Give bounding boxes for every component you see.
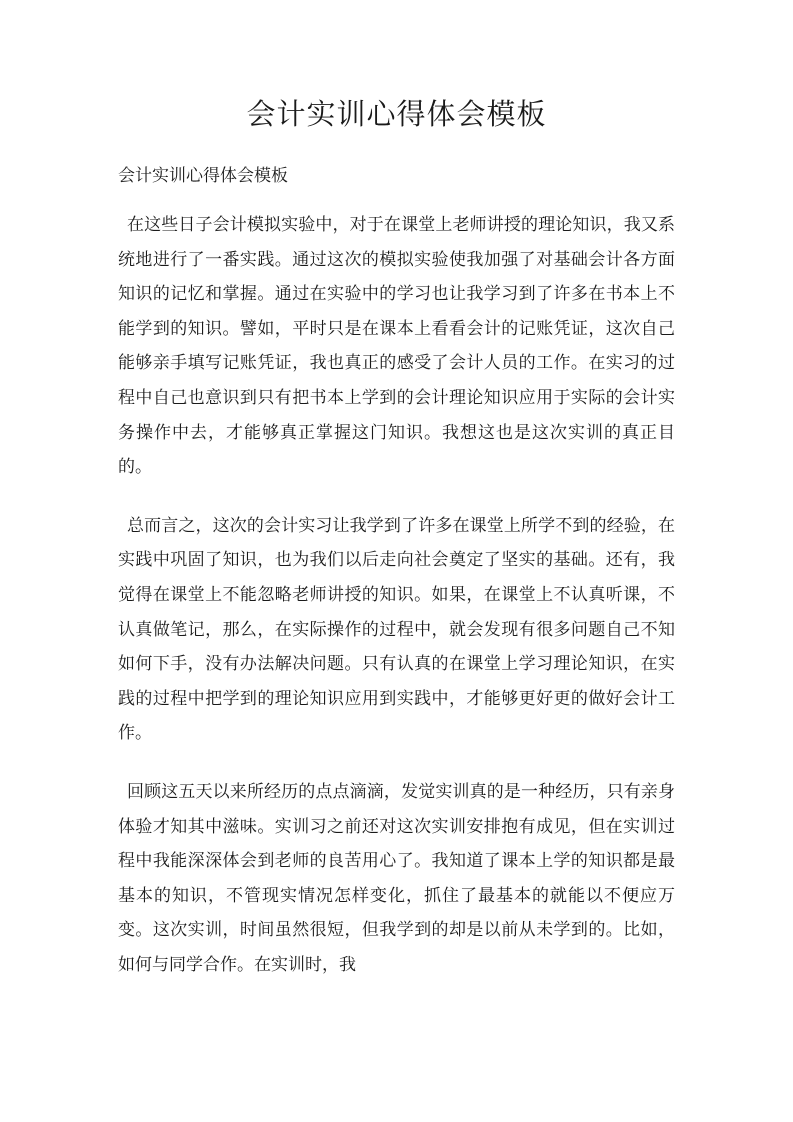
- paragraph-1: 在这些日子会计模拟实验中，对于在课堂上老师讲授的理论知识，我又系统地进行了一番实践。通过这次的模拟实验使我加强了对基础会计各方面知识的记忆和掌握。通过在实验中的学习也让我学习到了许多在书本上不能学到的知识。譬如，平时只是在课本上看看会计的记账凭证，这次自己能够亲手填写记账凭证，我也真正的感受了会计人员的工作。在实习的过程中自己也意识到只有把书本上学到的会计理论知识应用于实际的会计实务操作中去，才能够真正掌握这门知识。我想这也是这次实训的真正目的。: [118, 215, 675, 478]
- document-subtitle: 会计实训心得体会模板: [118, 166, 288, 186]
- paragraph-2: 总而言之，这次的会计实习让我学到了许多在课堂上所学不到的经验，在实践中巩固了知识，也为我们以后走向社会奠定了坚实的基础。还有，我觉得在课堂上不能忽略老师讲授的知识。如果，在课堂上不认真听课，不认真做笔记，那么，在实际操作的过程中，就会发现有很多问题自己不知如何下手，没有办法解决问题。只有认真的在课堂上学习理论知识，在实践的过程中把学到的理论知识应用到实践中，才能够更好更的做好会计工作。: [118, 515, 675, 744]
- document-title: 会计实训心得体会模板: [246, 97, 547, 131]
- document-body: [118, 208, 675, 982]
- paragraph-3: 回顾这五天以来所经历的点点滴滴，发觉实训真的是一种经历，只有亲身体验才知其中滋味。实训习之前还对这次实训安排抱有成见，但在实训过程中我能深深体会到老师的良苦用心了。我知道了课本上学的知识都是最基本的知识，不管现实情况怎样变化，抓住了最基本的就能以不便应万变。这次实训，时间虽然很短，但我学到的却是以前从未学到的。比如，如何与同学合作。在实训时，我: [118, 781, 675, 975]
